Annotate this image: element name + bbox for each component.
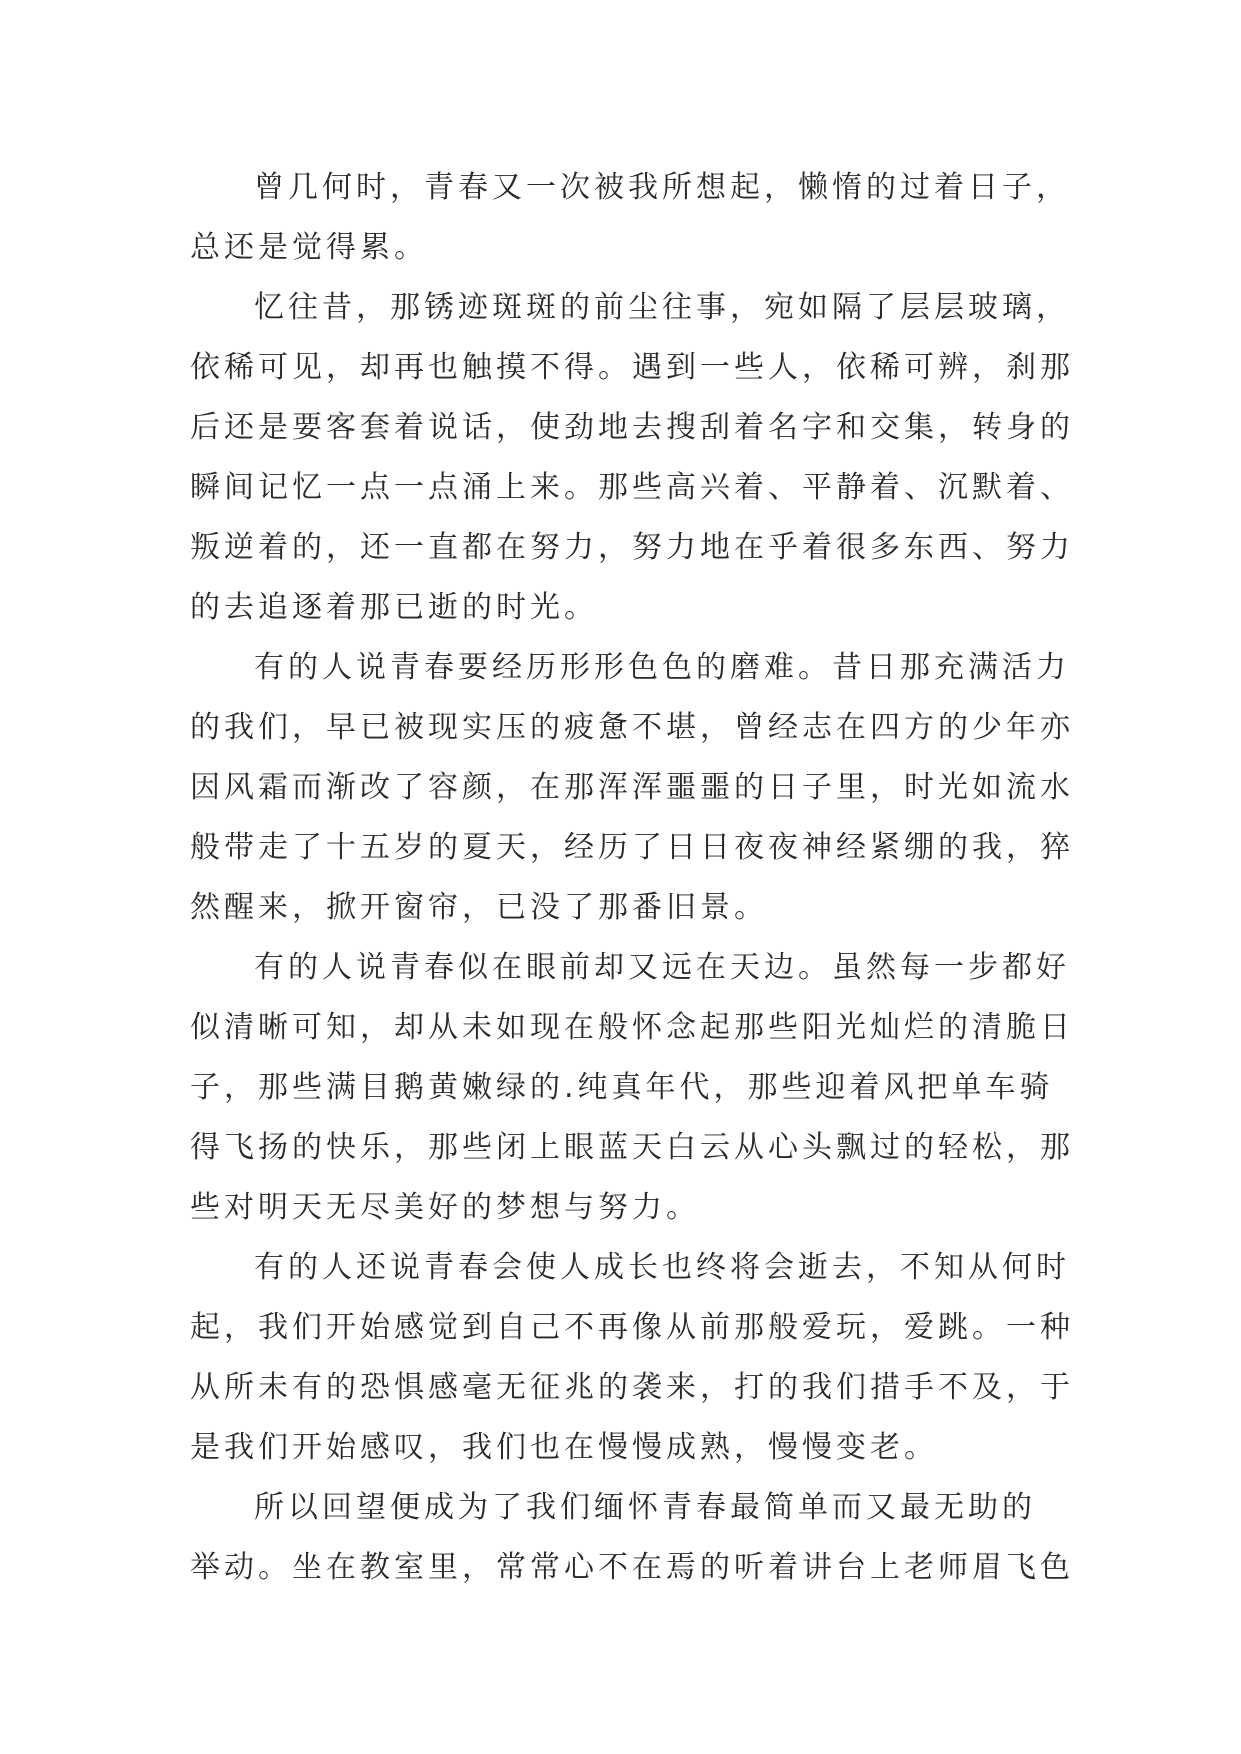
document-body xyxy=(190,158,1074,1598)
text-line: 得飞扬的快乐，那些闭上眼蓝天白云从心头飘过的轻松，那 xyxy=(190,1130,1074,1165)
paragraph-4 xyxy=(190,938,1074,1238)
text-line: 般带走了十五岁的夏天，经历了日日夜夜神经紧绷的我，猝 xyxy=(190,830,1074,865)
text-line: 起，我们开始感觉到自己不再像从前那般爱玩，爱跳。一种 xyxy=(190,1310,1074,1345)
text-line: 是我们开始感叹，我们也在慢慢成熟，慢慢变老。 xyxy=(190,1430,938,1465)
text-line: 曾几何时，青春又一次被我所想起，懒惰的过着日子， xyxy=(254,170,1070,205)
text-line: 从所未有的恐惧感毫无征兆的袭来，打的我们措手不及，于 xyxy=(190,1370,1074,1405)
text-line: 的我们，早已被现实压的疲惫不堪，曾经志在四方的少年亦 xyxy=(190,710,1074,745)
paragraph-2 xyxy=(190,278,1074,638)
text-line: 有的人还说青春会使人成长也终将会逝去，不知从何时 xyxy=(254,1250,1070,1285)
text-line: 举动。坐在教室里，常常心不在焉的听着讲台上老师眉飞色 xyxy=(190,1550,1074,1585)
text-line: 叛逆着的，还一直都在努力，努力地在乎着很多东西、努力 xyxy=(190,530,1074,565)
paragraph-6 xyxy=(190,1478,1074,1598)
text-line: 因风霜而渐改了容颜，在那浑浑噩噩的日子里，时光如流水 xyxy=(190,770,1074,805)
text-line: 总还是觉得累。 xyxy=(190,230,428,265)
text-line: 些对明天无尽美好的梦想与努力。 xyxy=(190,1190,700,1225)
text-line: 后还是要客套着说话，使劲地去搜刮着名字和交集，转身的 xyxy=(190,410,1074,445)
paragraph-3 xyxy=(190,638,1074,938)
text-line: 瞬间记忆一点一点涌上来。那些高兴着、平静着、沉默着、 xyxy=(190,470,1074,505)
text-line: 有的人说青春要经历形形色色的磨难。昔日那充满活力 xyxy=(254,650,1070,685)
text-line: 子，那些满目鹅黄嫩绿的.纯真年代，那些迎着风把单车骑 xyxy=(190,1070,1054,1105)
text-line: 的去追逐着那已逝的时光。 xyxy=(190,590,598,625)
text-line: 有的人说青春似在眼前却又远在天边。虽然每一步都好 xyxy=(254,950,1070,985)
text-line: 然醒来，掀开窗帘，已没了那番旧景。 xyxy=(190,890,768,925)
text-line: 忆往昔，那锈迹斑斑的前尘往事，宛如隔了层层玻璃， xyxy=(254,290,1070,325)
paragraph-5 xyxy=(190,1238,1074,1478)
text-line: 依稀可见，却再也触摸不得。遇到一些人，依稀可辨，刹那 xyxy=(190,350,1074,385)
text-line: 似清晰可知，却从未如现在般怀念起那些阳光灿烂的清脆日 xyxy=(190,1010,1074,1045)
text-line: 所以回望便成为了我们缅怀青春最简单而又最无助的 xyxy=(254,1490,1036,1525)
paragraph-1 xyxy=(190,158,1070,278)
